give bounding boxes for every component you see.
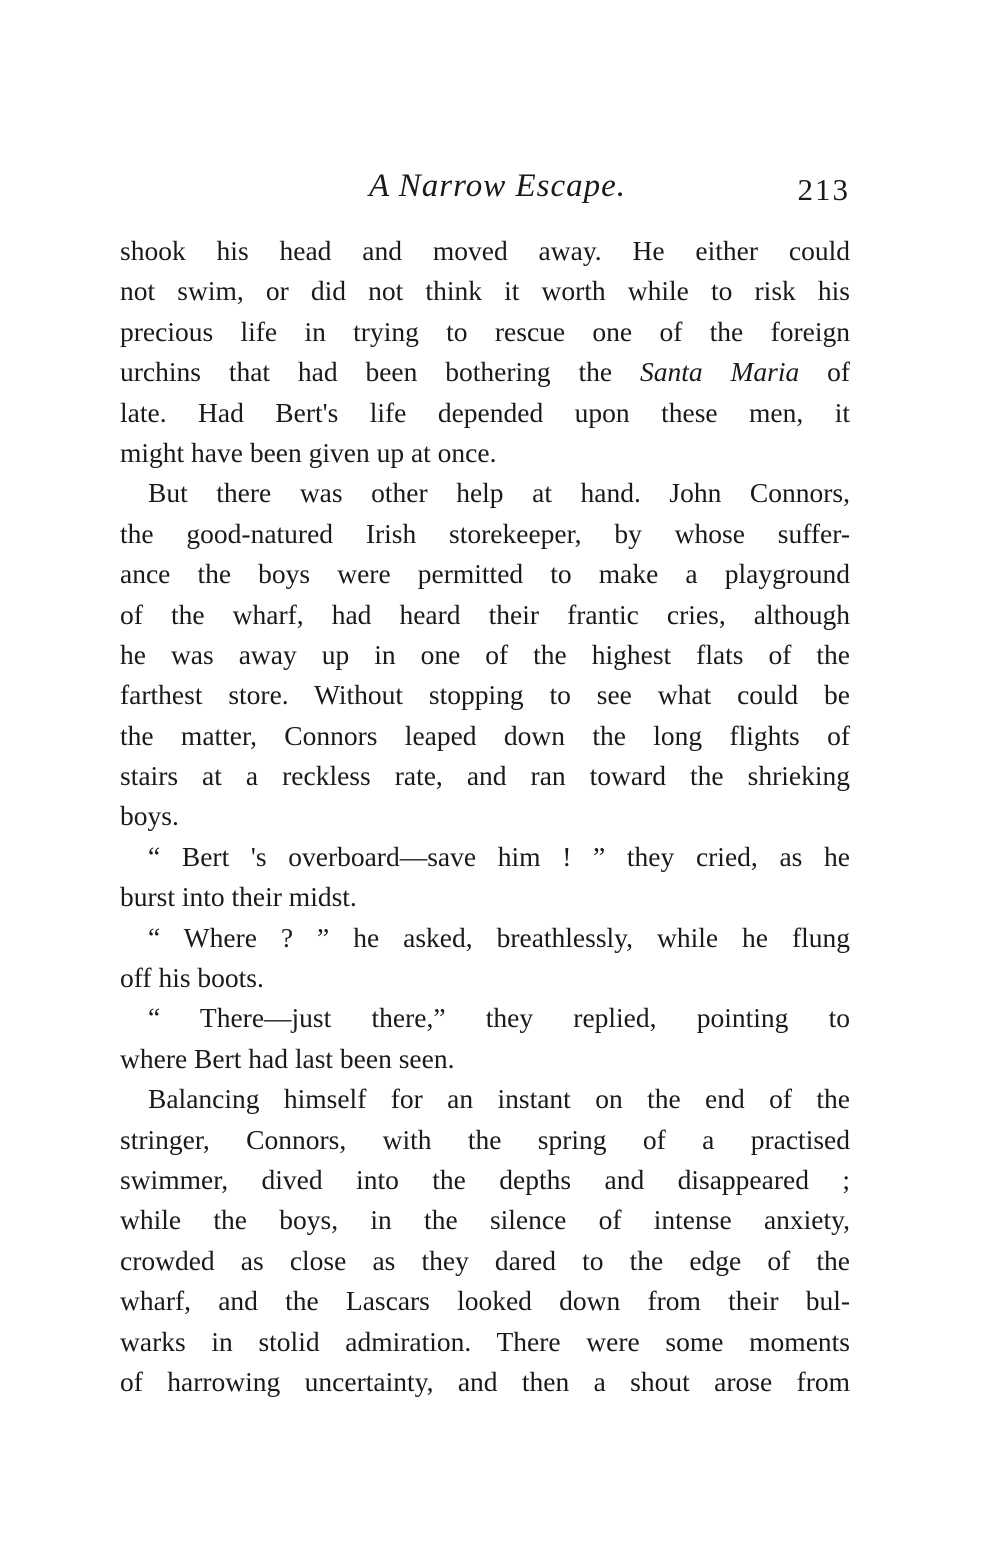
- text-line: the good-natured Irish storekeeper, by whose suffer-: [120, 517, 850, 549]
- text-line: burst into their midst.: [120, 881, 357, 913]
- body-text: [120, 231, 850, 1402]
- paragraph-1: [120, 231, 850, 473]
- text-line: ance the boys were permitted to make a playground: [120, 558, 850, 590]
- paragraph-2: [120, 473, 850, 837]
- text-line: warks in stolid admiration. There were some moments: [120, 1325, 850, 1357]
- paragraph-4: [120, 918, 850, 999]
- text-line: “ Where ? ” he asked, breathlessly, while he flung: [148, 921, 850, 953]
- paragraph-3: [120, 837, 850, 918]
- text-line: crowded as close as they dared to the edge of the: [120, 1244, 850, 1276]
- text-line: wharf, and the Lascars looked down from their bul-: [120, 1285, 850, 1317]
- text-line: off his boots.: [120, 962, 264, 994]
- text-fragment: of: [799, 356, 850, 388]
- text-line: farthest store. Without stopping to see what could be: [120, 679, 850, 711]
- text-line: late. Had Bert's life depended upon these men, it: [120, 396, 850, 428]
- paragraph-6: [120, 1079, 850, 1402]
- text-line: the matter, Connors leaped down the long flights of: [120, 719, 850, 751]
- text-line: of harrowing uncertainty, and then a shout arose from: [120, 1365, 850, 1397]
- text-line: while the boys, in the silence of intense anxiety,: [120, 1204, 850, 1236]
- text-line: stringer, Connors, with the spring of a practised: [120, 1123, 850, 1155]
- text-line: of the wharf, had heard their frantic cries, although: [120, 598, 850, 630]
- paragraph-5: [120, 998, 850, 1079]
- text-line: “ Bert 's overboard—save him ! ” they cried, as he: [148, 840, 850, 872]
- text-line: where Bert had last been seen.: [120, 1042, 455, 1074]
- text-fragment: urchins that had been bothering the: [120, 356, 640, 388]
- ship-name: Santa Maria: [639, 356, 800, 388]
- text-line: stairs at a reckless rate, and ran toward the shrieking: [120, 760, 850, 792]
- text-line: not swim, or did not think it worth while to risk his: [120, 275, 850, 307]
- running-title: A Narrow Escape.: [368, 168, 627, 204]
- text-line: might have been given up at once.: [120, 436, 497, 468]
- text-line: he was away up in one of the highest flats of the: [120, 638, 850, 670]
- running-head: [120, 164, 850, 214]
- text-line: boys.: [120, 800, 179, 832]
- text-line: swimmer, dived into the depths and disappeared ;: [120, 1163, 850, 1195]
- text-line: [120, 352, 850, 392]
- text-line: “ There—just there,” they replied, pointing to: [148, 1002, 850, 1034]
- text-line: shook his head and moved away. He either could: [120, 235, 850, 266]
- text-line: Balancing himself for an instant on the end of the: [148, 1083, 850, 1115]
- page-number: 213: [797, 172, 850, 207]
- text-line: But there was other help at hand. John Connors,: [148, 477, 850, 509]
- text-line: precious life in trying to rescue one of the foreign: [120, 315, 850, 347]
